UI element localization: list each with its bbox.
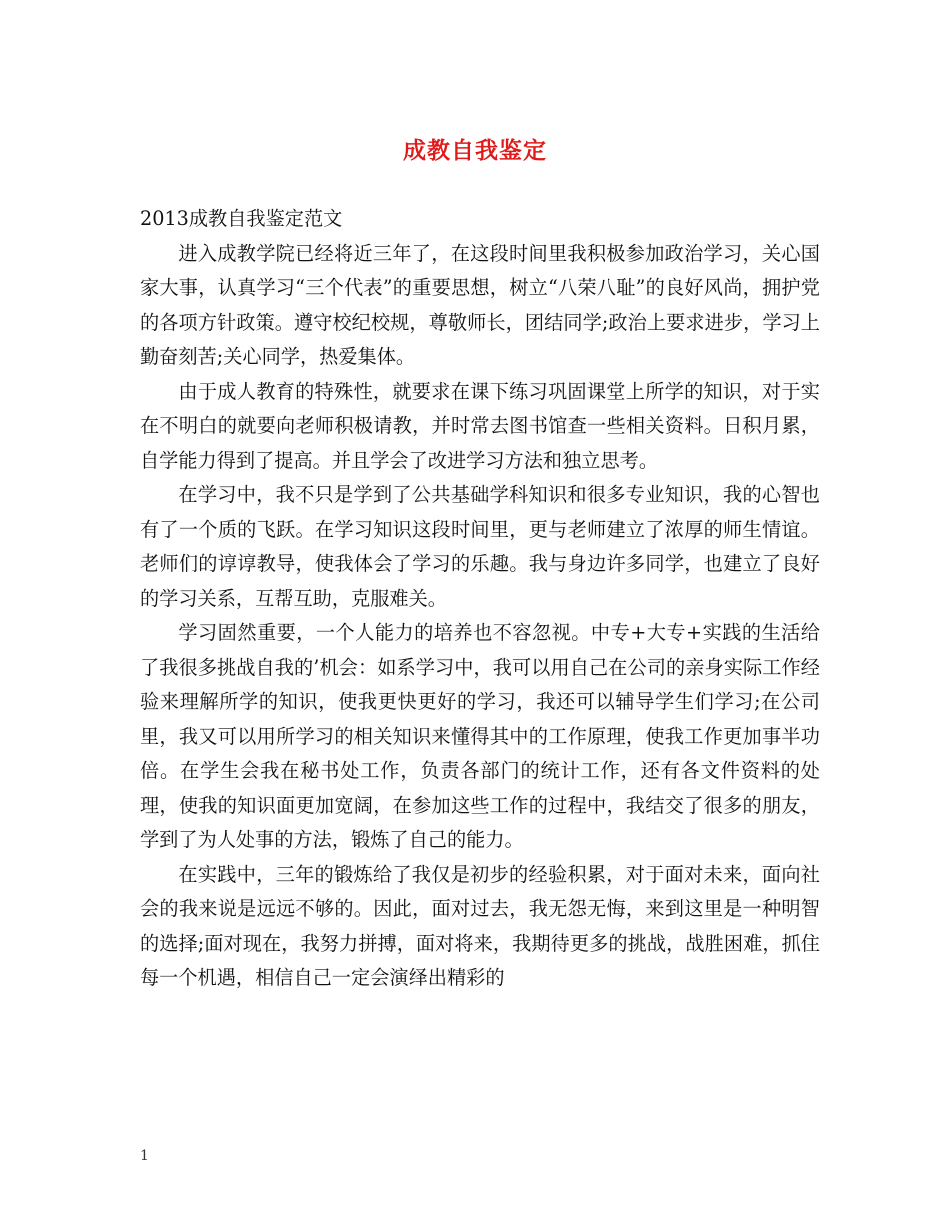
paragraph-1: 进入成教学院已经将近三年了，在这段时间里我积极参加政治学习，关心国家大事，认真学习“三个代表”的重要思想，树立“八荣八耻”的良好风尚，拥护党的各项方针政策。遵守校纪校规，尊敬师长，团结同学;政治上要求进步，学习上勤奋刻苦;关心同学，热爱集体。 bbox=[140, 241, 820, 368]
paragraph-2: 由于成人教育的特殊性，就要求在课下练习巩固课堂上所学的知识，对于实在不明白的就要向老师积极请教，并时常去图书馆查一些相关资料。日积月累，自学能力得到了提高。并且学会了改进学习方法和独立思考。 bbox=[140, 379, 820, 472]
document-subtitle: 2013成教自我鉴定范文 bbox=[140, 207, 343, 230]
paragraph-4: 学习固然重要，一个人能力的培养也不容忽视。中专+大专+实践的生活给了我很多挑战自我的’机会：如系学习中，我可以用自己在公司的亲身实际工作经验来理解所学的知识，使我更快更好的学习，我还可以辅导学生们学习;在公司里，我又可以用所学习的相关知识来懂得其中的工作原理，使我工作更加事半功倍。在学生会我在秘书处工作，负责各部门的统计工作，还有各文件资料的处理，使我的知识面更加宽阔，在参加这些工作的过程中，我结交了很多的朋友，学到了为人处事的方法，锻炼了自己的能力。 bbox=[140, 621, 820, 851]
paragraph-3: 在学习中，我不只是学到了公共基础学科知识和很多专业知识，我的心智也有了一个质的飞跃。在学习知识这段时间里，更与老师建立了浓厚的师生情谊。老师们的谆谆教导，使我体会了学习的乐趣。我与身边许多同学，也建立了良好的学习关系，互帮互助，克服难关。 bbox=[140, 483, 820, 610]
page-number: 1 bbox=[140, 1148, 149, 1164]
document-body bbox=[140, 202, 820, 996]
paragraph-5: 在实践中，三年的锻炼给了我仅是初步的经验积累，对于面对未来，面向社会的我来说是远远不够的。因此，面对过去，我无怨无悔，来到这里是一种明智的选择;面对现在，我努力拼搏，面对将来，我期待更多的挑战，战胜困难，抓住每一个机遇，相信自己一定会演绎出精彩的 bbox=[140, 862, 820, 989]
document-title: 成教自我鉴定 bbox=[403, 137, 547, 164]
